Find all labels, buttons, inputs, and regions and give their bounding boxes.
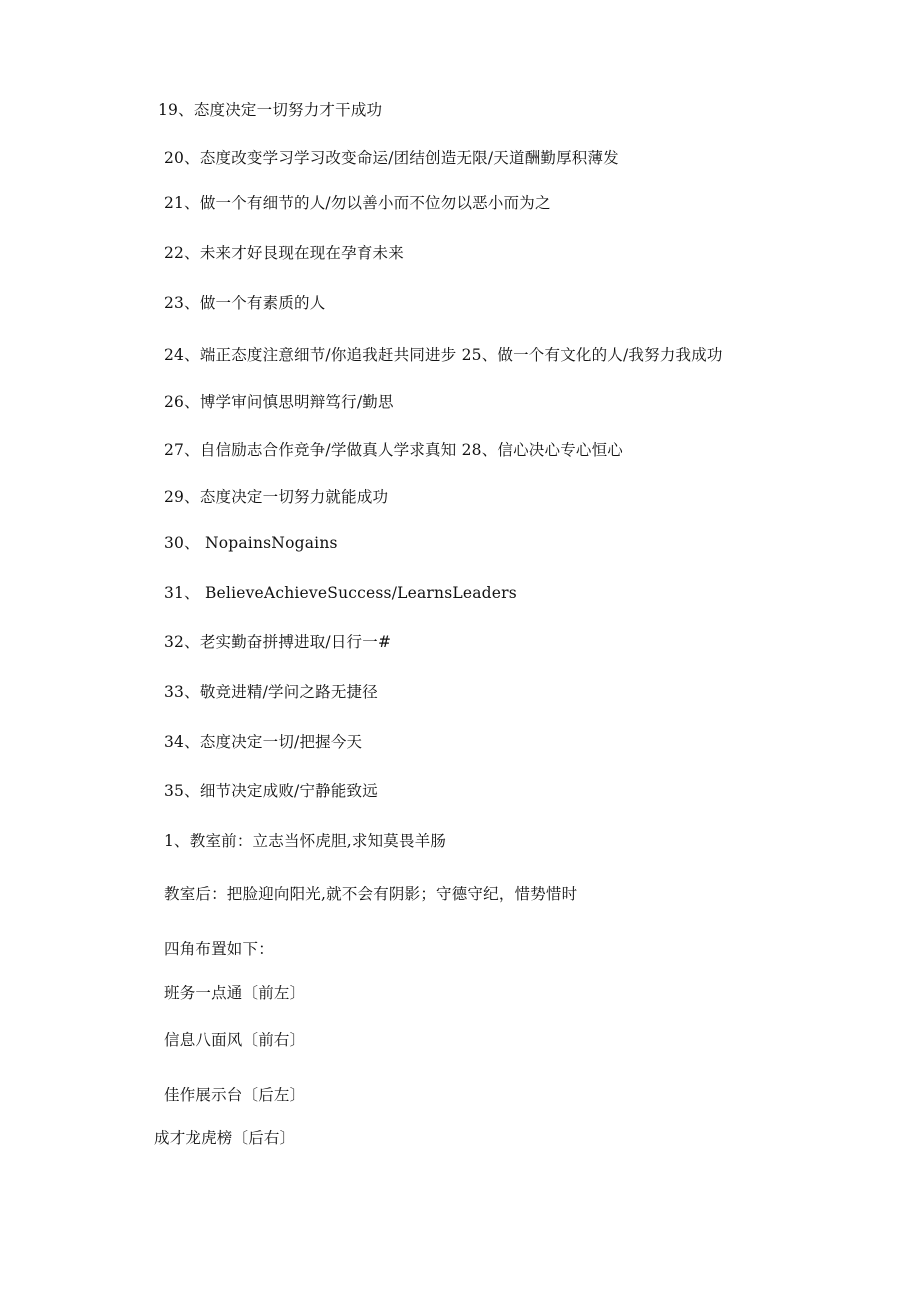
slogan-line-20: 20、态度改变学习学习改变命运/团结创造无限/天道酬勤厚积薄发: [164, 149, 619, 167]
slogan-line-35: 35、细节决定成败/宁静能致远: [164, 782, 378, 800]
corner-front-left: 班务一点通〔前左〕: [164, 984, 306, 1002]
corners-heading: 四角布置如下：: [164, 940, 274, 958]
slogan-line-33: 33、敬竞进精/学问之路无捷径: [164, 683, 378, 701]
slogan-line-19: 19、态度决定一切努力才干成功: [158, 101, 383, 119]
slogan-line-27-28: 27、自信励志合作竞争/学做真人学求真知 28、信心决心专心恒心: [164, 441, 623, 459]
corner-front-right: 信息八面风〔前右〕: [164, 1031, 306, 1049]
slogan-line-31: 31、 BelieveAchieveSuccess/LearnsLeaders: [164, 584, 517, 602]
slogan-line-34: 34、态度决定一切/把握今天: [164, 733, 363, 751]
slogan-line-22: 22、未来才好艮现在现在孕育未来: [164, 244, 404, 262]
corner-back-left: 佳作展示台〔后左〕: [164, 1086, 306, 1104]
slogan-line-32: 32、老实勤奋拼搏进取/日行一#: [164, 633, 392, 651]
slogan-line-24-25: 24、端正态度注意细节/你追我赶共同进步 25、做一个有文化的人/我努力我成功: [164, 346, 723, 364]
classroom-back-line: 教室后：把脸迎向阳光,就不会有阴影；守德守纪，惜势惜时: [164, 885, 578, 903]
classroom-front-line: 1、教室前：立志当怀虎胆,求知莫畏羊肠: [164, 832, 447, 850]
slogan-line-23: 23、做一个有素质的人: [164, 294, 326, 312]
slogan-line-30: 30、 NopainsNogains: [164, 534, 338, 552]
corner-back-right: 成才龙虎榜〔后右〕: [154, 1129, 296, 1147]
slogan-line-21: 21、做一个有细节的人/勿以善小而不位勿以恶小而为之: [164, 194, 551, 212]
slogan-line-26: 26、博学审问慎思明辩笃行/勤思: [164, 393, 394, 411]
slogan-line-29: 29、态度决定一切努力就能成功: [164, 488, 389, 506]
